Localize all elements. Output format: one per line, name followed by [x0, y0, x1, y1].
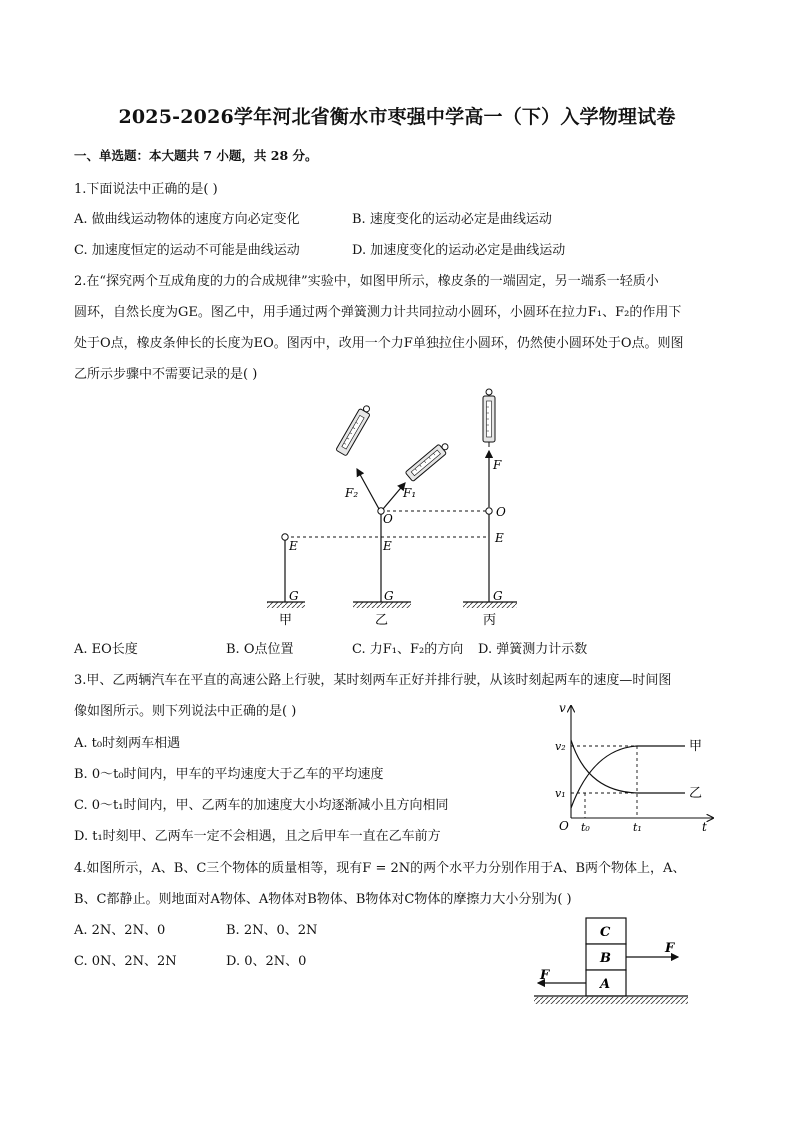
q3-curve-jia	[571, 746, 685, 808]
q1-option-b: B. 速度变化的运动必定是曲线运动	[352, 212, 552, 227]
q2-stem-line1: 2.在“探究两个互成角度的力的合成规律”实验中，如图甲所示，橡皮条的一端固定，另一端系一轻质小	[74, 274, 659, 289]
q2-stem-line4: 乙所示步骤中不需要记录的是( )	[74, 367, 258, 382]
block-label-c: C	[600, 925, 611, 940]
fig-label-bing: 丙	[483, 613, 497, 628]
fig-label-e-yi: E	[383, 539, 392, 553]
axis-label-t1: t₁	[633, 821, 642, 834]
axis-label-v1: v₁	[555, 787, 566, 800]
force-label-right: F	[665, 941, 675, 956]
fig-label-o-yi: O	[383, 512, 393, 526]
axis-label-v: v	[559, 701, 566, 715]
curve-label-jia: 甲	[689, 739, 703, 754]
axis-label-t0: t₀	[581, 821, 590, 834]
fig-label-jia: 甲	[279, 613, 293, 628]
q3-option-b: B. 0～t₀时间内，甲车的平均速度大于乙车的平均速度	[74, 767, 384, 782]
q1-option-a: A. 做曲线运动物体的速度方向必定变化	[74, 212, 300, 227]
q4-stem-line2: B、C都静止。则地面对A物体、A物体对B物体、B物体对C物体的摩擦力大小分别为( )	[74, 892, 572, 907]
block-label-a: A	[600, 977, 611, 992]
q4-blocks-figure	[530, 910, 700, 1015]
q1-stem: 1.下面说法中正确的是( )	[74, 182, 218, 197]
fig-label-e-jia: E	[289, 539, 298, 553]
q2-stem-line2: 圆环，自然长度为GE。图乙中，用手通过两个弹簧测力计共同拉动小圆环，小圆环在拉力F₁、F₂的作用下	[74, 305, 682, 320]
axis-label-origin: O	[559, 819, 569, 833]
q4-option-b: B. 2N、0、2N	[226, 923, 318, 938]
fig-label-e-bing: E	[495, 531, 504, 545]
axis-label-t: t	[702, 820, 707, 834]
fig-label-g-yi: G	[384, 589, 394, 603]
spring-scale-right-icon	[405, 440, 451, 481]
q2-figure	[255, 385, 525, 635]
q3-option-d: D. t₁时刻甲、乙两车一定不会相遇，且之后甲车一直在乙车前方	[74, 829, 441, 844]
axis-label-v2: v₂	[555, 740, 566, 753]
curve-label-yi: 乙	[689, 786, 703, 801]
fig-label-g-bing: G	[493, 589, 503, 603]
q3-option-a: A. t₀时刻两车相遇	[74, 736, 181, 751]
q2-stem-line3: 处于O点，橡皮条伸长的长度为EO。图丙中，改用一个力F单独拉住小圆环，仍然使小圆环处于O点。则图	[74, 336, 684, 351]
q1-option-c: C. 加速度恒定的运动不可能是曲线运动	[74, 243, 300, 258]
fig-label-yi: 乙	[375, 613, 389, 628]
q3-vt-graph	[545, 700, 725, 840]
q2-option-c: C. 力F₁、F₂的方向	[352, 642, 464, 657]
q2-option-d: D. 弹簧测力计示数	[478, 642, 588, 657]
spring-scale-vertical-icon	[483, 389, 495, 447]
force-label-left: F	[540, 968, 550, 983]
fig-label-g-jia: G	[289, 589, 299, 603]
fig-label-f: F	[493, 458, 502, 472]
fig-label-o-bing: O	[496, 505, 506, 519]
section-heading: 一、单选题：本大题共 7 小题，共 28 分。	[74, 148, 318, 163]
q3-stem-line2: 像如图所示。则下列说法中正确的是( )	[74, 704, 297, 719]
q4-stem-line1: 4.如图所示，A、B、C三个物体的质量相等，现有F = 2N的两个水平力分别作用于A、B两个物体上，A、	[74, 861, 686, 876]
fig-label-f2: F₂	[345, 486, 359, 500]
q2-option-a: A. EO长度	[74, 642, 138, 657]
block-label-b: B	[600, 951, 611, 966]
q4-option-c: C. 0N、2N、2N	[74, 954, 177, 969]
spring-scale-left-icon	[336, 403, 373, 456]
fig-label-f1: F₁	[403, 486, 417, 500]
q3-stem-line1: 3.甲、乙两辆汽车在平直的高速公路上行驶，某时刻两车正好并排行驶，从该时刻起两车的速度—时间图	[74, 673, 672, 688]
page-title: 2025-2026学年河北省衡水市枣强中学高一（下）入学物理试卷	[118, 106, 676, 128]
q3-curve-yi	[571, 740, 685, 793]
q2-option-b: B. O点位置	[226, 642, 294, 657]
q4-option-d: D. 0、2N、0	[226, 954, 307, 969]
q4-option-a: A. 2N、2N、0	[74, 923, 166, 938]
q3-option-c: C. 0～t₁时间内，甲、乙两车的加速度大小均逐渐减小且方向相同	[74, 798, 449, 813]
q1-option-d: D. 加速度变化的运动必定是曲线运动	[352, 243, 566, 258]
